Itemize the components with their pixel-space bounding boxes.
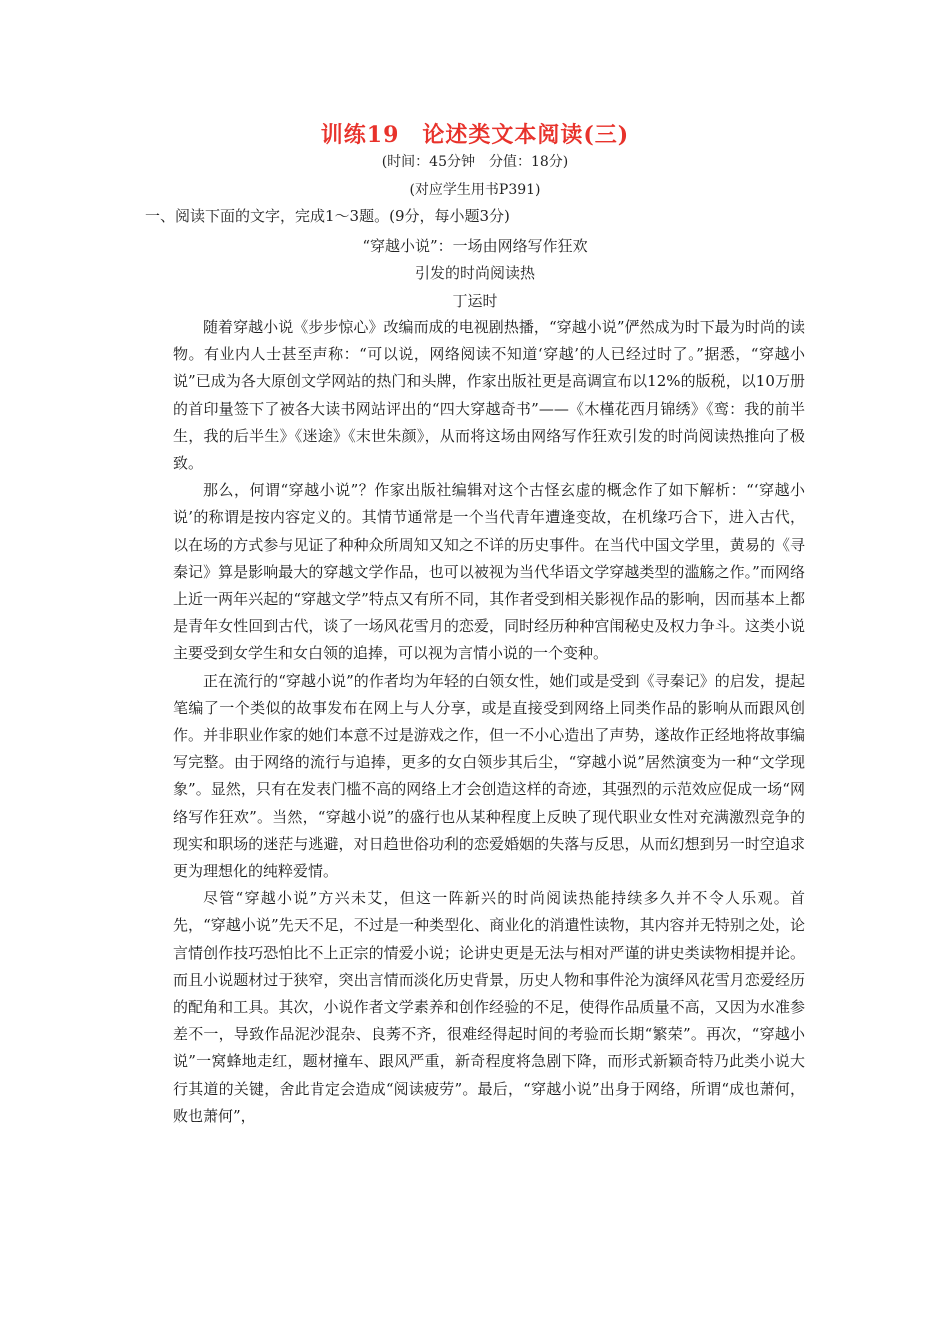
article-title-line-2: 引发的时尚阅读热 bbox=[414, 264, 535, 282]
book-reference: (对应学生用书P391) bbox=[409, 182, 541, 198]
section-instruction: 一、阅读下面的文字，完成1～3题。(9分，每小题3分) bbox=[145, 207, 510, 225]
exercise-title: 训练19 论述类文本阅读(三) bbox=[320, 122, 630, 148]
article-author: 丁运时 bbox=[452, 292, 498, 310]
article-title-line-1: “穿越小说”：一场由网络写作狂欢 bbox=[362, 237, 588, 255]
article-body bbox=[173, 314, 805, 1130]
paragraph: 正在流行的“穿越小说”的作者均为年轻的白领女性，她们或是受到《寻秦记》的启发，提起笔编了一个类似的故事发布在网上与人分享，或是直接受到网络上同类作品的影响从而跟风创作。并非职业作家的她们本意不过是游戏之作，但一不小心造出了声势，遂故作正经地将故事编写完整。由于网络的流行与追捧，更多的女白领步其后尘，“穿越小说”居然演变为一种“文学现象”。显然，只有在发表门槛不高的网络上才会创造这样的奇迹，其强烈的示范效应促成一场“网络写作狂欢”。当然，“穿越小说”的盛行也从某种程度上反映了现代职业女性对充满激烈竞争的现实和职场的迷茫与逃避，对日趋世俗功利的恋爱婚姻的失落与反思，从而幻想到另一时空追求更为理想化的纯粹爱情。 bbox=[173, 671, 805, 881]
paragraph: 那么，何谓“穿越小说”？作家出版社编辑对这个古怪玄虚的概念作了如下解析：“‘穿越小说’的称谓是按内容定义的。其情节通常是一个当代青年遭逢变故，在机缘巧合下，进入古代，以在场的方式参与见证了种种众所周知又知之不详的历史事件。在当代中国文学里，黄易的《寻秦记》算是影响最大的穿越文学作品，也可以被视为当代华语文学穿越类型的滥觞之作。”而网络上近一两年兴起的“穿越文学”特点又有所不同，其作者受到相关影视作品的影响，因而基本上都是青年女性回到古代，谈了一场风花雪月的恋爱，同时经历种种宫闱秘史及权力争斗。这类小说主要受到女学生和女白领的追捧，可以视为言情小说的一个变种。 bbox=[173, 481, 805, 663]
paragraph: 尽管“穿越小说”方兴未艾，但这一阵新兴的时尚阅读热能持续多久并不令人乐观。首先，“穿越小说”先天不足，不过是一种类型化、商业化的消遣性读物，其内容并无特别之处，论言情创作技巧恐怕比不上正宗的情爱小说；论讲史更是无法与相对严谨的讲史类读物相提并论。而且小说题材过于狭窄，突出言情而淡化历史背景，历史人物和事件沦为演绎风花雪月恋爱经历的配角和工具。其次，小说作者文学素养和创作经验的不足，使得作品质量不高，又因为水准参差不一，导致作品泥沙混杂、良莠不齐，很难经得起时间的考验而长期“繁荣”。再次，“穿越小说”一窝蜂地走红，题材撞车、跟风严重，新奇程度将急剧下降，而形式新颖奇特乃此类小说大行其道的关键，舍此肯定会造成“阅读疲劳”。最后，“穿越小说”出身于网络，所谓“成也萧何，败也萧何”， bbox=[173, 889, 805, 1125]
paragraph: 随着穿越小说《步步惊心》改编而成的电视剧热播，“穿越小说”俨然成为时下最为时尚的读物。有业内人士甚至声称：“可以说，网络阅读不知道‘穿越’的人已经过时了。”据悉，“穿越小说”已成为各大原创文学网站的热门和头牌，作家出版社更是高调宣布以12%的版税，以10万册的首印量签下了被各大读书网站评出的“四大穿越奇书”——《木槿花西月锦绣》《鸾：我的前半生，我的后半生》《迷途》《末世朱颜》，从而将这场由网络写作狂欢引发的时尚阅读热推向了极致。 bbox=[173, 318, 805, 473]
time-score-line: (时间：45分钟 分值：18分) bbox=[381, 154, 569, 170]
